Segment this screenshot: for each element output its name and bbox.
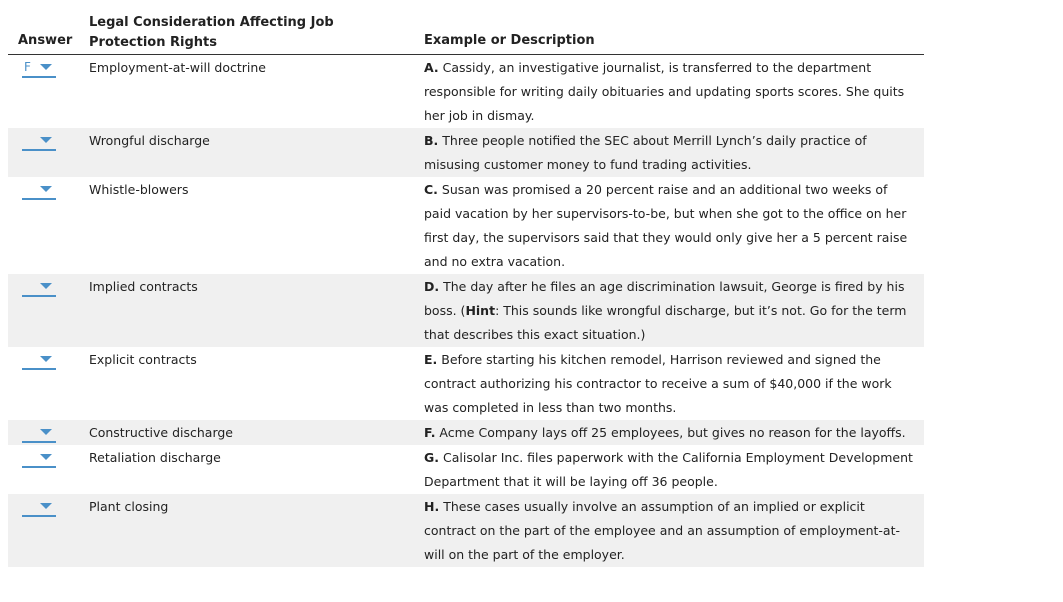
caret-down-icon: [40, 64, 52, 70]
answer-dropdown[interactable]: [22, 425, 56, 443]
example-description: [424, 420, 914, 445]
legal-term: Retaliation discharge: [89, 450, 221, 465]
example-description: [424, 177, 914, 274]
example-text: Three people notified the SEC about Merrill Lynch’s daily practice of misusing customer money to fund trading activities.: [424, 133, 867, 172]
table-row: [8, 177, 924, 274]
example-letter: F.: [424, 425, 436, 440]
answer-dropdown[interactable]: [22, 60, 56, 78]
example-description: [424, 494, 914, 567]
example-text: Calisolar Inc. files paperwork with the California Employment Development Department that it will be laying off 36 people.: [424, 450, 913, 489]
example-letter: G.: [424, 450, 440, 465]
example-text: The day after he files an age discrimination lawsuit, George is fired by his boss. (: [424, 279, 905, 318]
example-letter: H.: [424, 499, 440, 514]
caret-down-icon: [40, 429, 52, 435]
example-letter: D.: [424, 279, 440, 294]
legal-term: Whistle-blowers: [89, 182, 189, 197]
header-legal-consideration: Legal Consideration Affecting Job Protection Rights: [89, 15, 334, 50]
header-answer: Answer: [18, 33, 73, 48]
caret-down-icon: [40, 356, 52, 362]
hint-label: Hint: [465, 303, 496, 318]
table-header: [8, 0, 924, 55]
legal-term: Wrongful discharge: [89, 133, 210, 148]
legal-term: Constructive discharge: [89, 425, 234, 440]
example-letter: B.: [424, 133, 439, 148]
table-row: [8, 420, 924, 445]
matching-table: [8, 0, 924, 567]
caret-down-icon: [40, 454, 52, 460]
answer-value: F: [24, 60, 31, 74]
answer-dropdown[interactable]: [22, 182, 56, 200]
example-text: These cases usually involve an assumption of an implied or explicit contract on the part of the employee and an assumption of employment-at-will on the part of the employer.: [424, 499, 901, 562]
table-row: [8, 445, 924, 494]
caret-down-icon: [40, 137, 52, 143]
table-row: [8, 55, 924, 128]
example-text: Cassidy, an investigative journalist, is transferred to the department responsible for writing daily obituaries and updating sports scores. She quits her job in dismay.: [424, 60, 905, 123]
caret-down-icon: [40, 283, 52, 289]
answer-dropdown[interactable]: [22, 352, 56, 370]
answer-dropdown[interactable]: [22, 133, 56, 151]
example-description: [424, 347, 914, 420]
table-row: [8, 494, 924, 567]
legal-term: Employment-at-will doctrine: [89, 60, 266, 75]
caret-down-icon: [40, 503, 52, 509]
example-description: [424, 445, 914, 494]
example-letter: C.: [424, 182, 438, 197]
table-row: [8, 347, 924, 420]
table-row: [8, 274, 924, 347]
legal-term: Explicit contracts: [89, 352, 197, 367]
example-text: Susan was promised a 20 percent raise and an additional two weeks of paid vacation by her supervisors-to-be, but when she got to the office on her first day, the supervisors said that they would only give her a 5 percent raise and no extra vacation.: [424, 182, 908, 269]
example-text: Before starting his kitchen remodel, Harrison reviewed and signed the contract authorizing his contractor to receive a sum of $40,000 if the work was completed in less than two months.: [424, 352, 892, 415]
example-letter: A.: [424, 60, 439, 75]
example-description: [424, 274, 914, 347]
caret-down-icon: [40, 186, 52, 192]
answer-dropdown[interactable]: [22, 499, 56, 517]
header-example: Example or Description: [424, 33, 595, 48]
example-text: Acme Company lays off 25 employees, but gives no reason for the layoffs.: [435, 425, 906, 440]
example-text-continued: : This sounds like wrongful discharge, but it’s not. Go for the term that describes this exact situation.): [424, 303, 907, 342]
example-letter: E.: [424, 352, 438, 367]
legal-term: Plant closing: [89, 499, 169, 514]
legal-term: Implied contracts: [89, 279, 198, 294]
example-description: [424, 128, 914, 177]
answer-dropdown[interactable]: [22, 279, 56, 297]
table-row: [8, 128, 924, 177]
example-description: [424, 55, 914, 128]
answer-dropdown[interactable]: [22, 450, 56, 468]
